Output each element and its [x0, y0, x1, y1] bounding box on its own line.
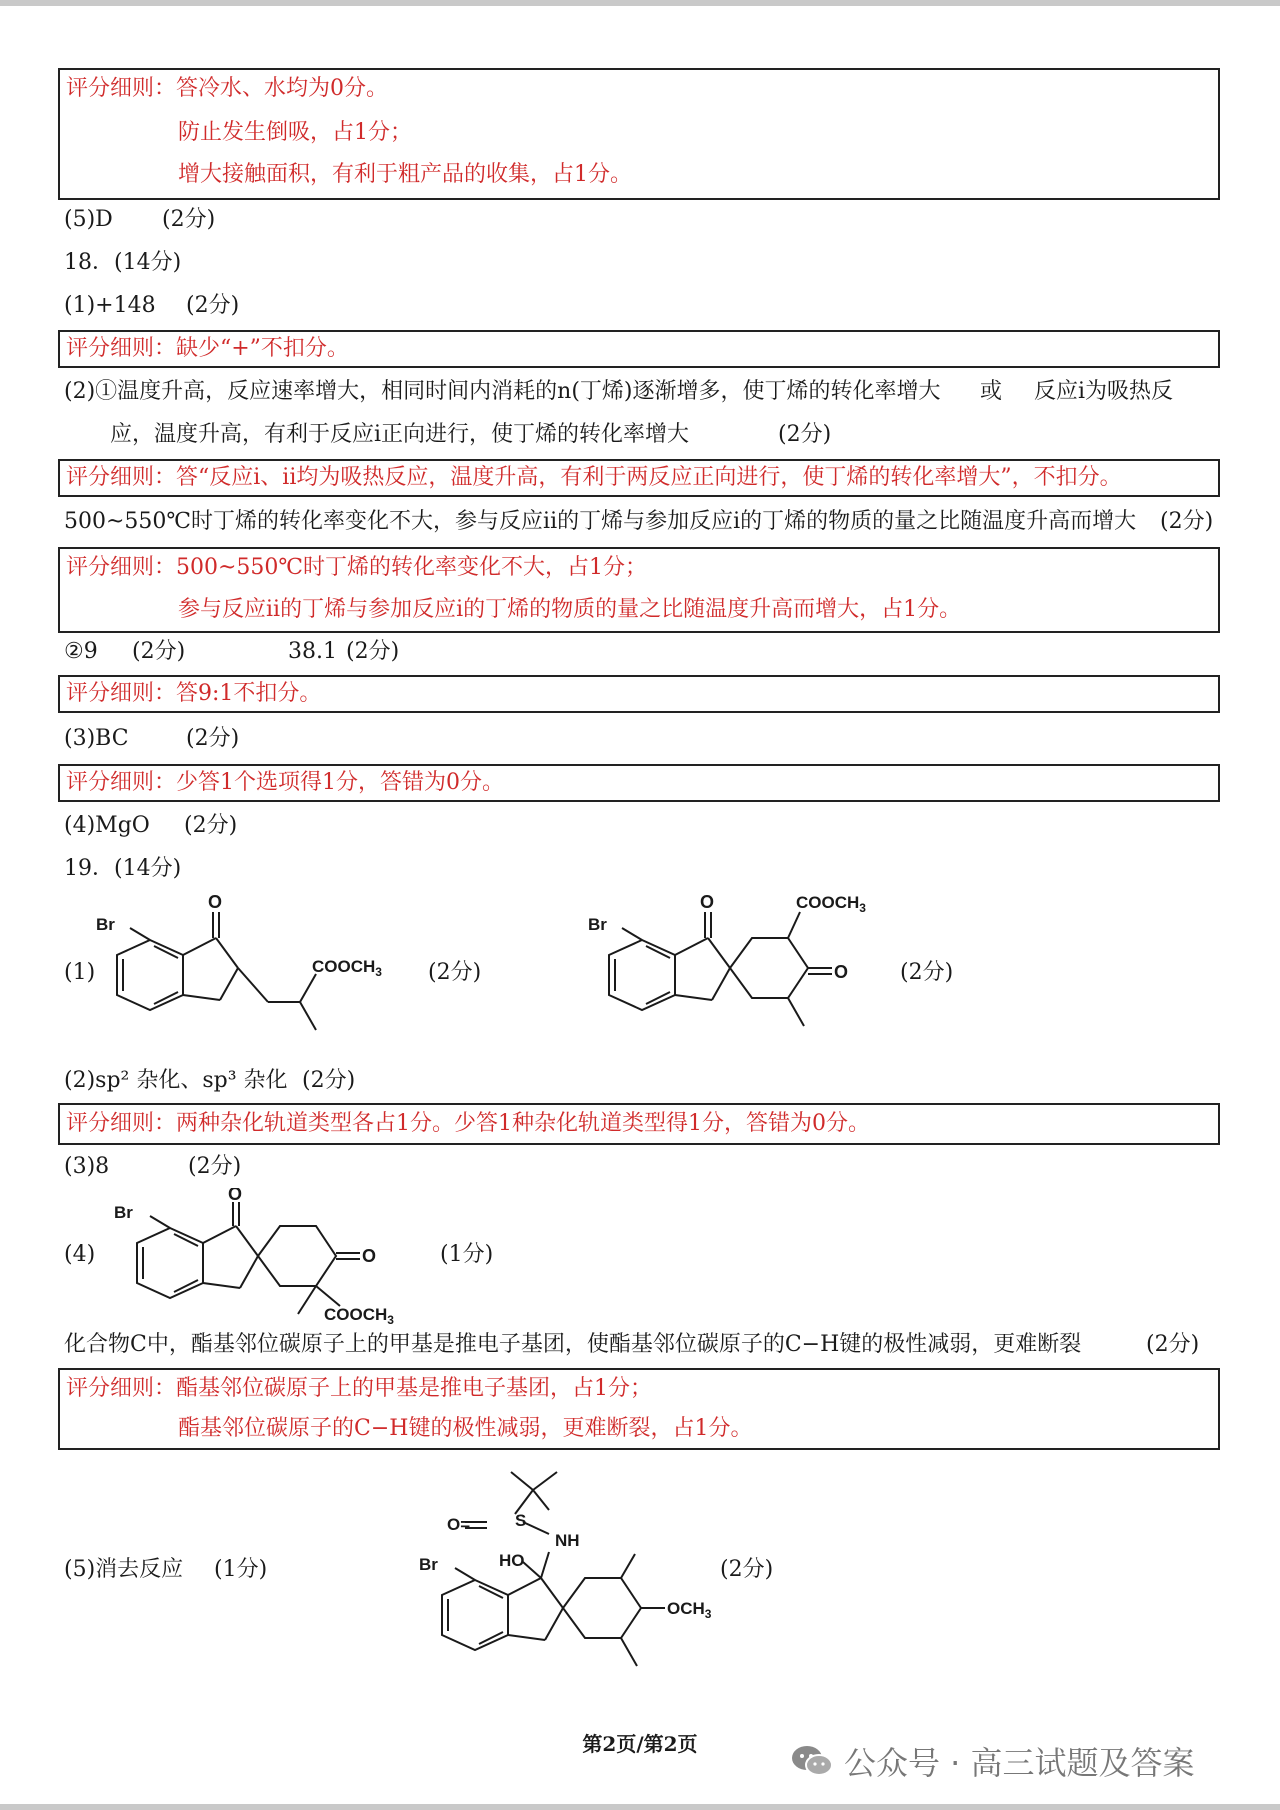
scoring-text: 评分细则：答冷水、水均为0分。 — [66, 76, 388, 101]
question-18-heading: 18．(14分) — [64, 250, 182, 275]
atom-label: Br — [114, 1203, 133, 1222]
watermark — [790, 1738, 1195, 1784]
atom-label: O — [362, 1246, 377, 1266]
atom-label: O — [208, 892, 223, 912]
answer-q19-4-label: (4) — [64, 1242, 96, 1267]
answer-q18-1: (1)+148 — [64, 293, 156, 318]
score-q19-1a: (2分) — [428, 960, 482, 985]
score-q19-4: (1分) — [440, 1242, 494, 1267]
atom-label: O — [228, 1188, 243, 1204]
answer-q18-3: (3)BC — [64, 726, 129, 751]
answer-q18-2-c: 应，温度升高，有利于反应i正向进行，使丁烯的转化率增大 — [110, 422, 690, 447]
atom-label: Br — [588, 915, 607, 934]
answer-q18-2-b: 反应i为吸热反 — [1034, 379, 1174, 404]
answer-q18-4: (4)MgO — [64, 813, 150, 838]
atom-label: O — [834, 962, 849, 982]
scoring-text: 评分细则：两种杂化轨道类型各占1分。少答1种杂化轨道类型得1分，答错为0分。 — [66, 1111, 870, 1136]
answer-q18-2-c2: 38.1 — [288, 639, 337, 664]
scoring-text: 评分细则：缺少“+”不扣分。 — [66, 336, 349, 361]
answer-q19-2: (2)sp² 杂化、sp³ 杂化 — [64, 1068, 288, 1093]
answer-q18-2-c1: ②9 — [64, 639, 98, 664]
answer-q19-1-label: (1) — [64, 960, 96, 985]
structure-q19-1a — [90, 890, 410, 1050]
scoring-box-q19-2 — [58, 1103, 1220, 1145]
score-q19-5a: (1分) — [214, 1557, 268, 1582]
atom-label: O — [700, 892, 715, 912]
score-q19-4-text: (2分) — [1146, 1332, 1200, 1357]
scoring-text: 评分细则：答“反应i、ii均为吸热反应，温度升高，有利于两反应正向进行，使丁烯的转化率增大”，不扣分。 — [66, 465, 1122, 490]
score-q19-1b: (2分) — [900, 960, 954, 985]
atom-label: $COOCH_3$ — [312, 957, 382, 979]
score-q18-2: (2分) — [778, 422, 832, 447]
scoring-text: 参与反应ii的丁烯与参加反应i的丁烯的物质的量之比随温度升高而增大，占1分。 — [178, 597, 962, 622]
structure-q19-4 — [110, 1188, 430, 1328]
atom-label: Br — [419, 1555, 438, 1574]
score-q19-5b: (2分) — [720, 1557, 774, 1582]
score-q18-4: (2分) — [184, 813, 238, 838]
answer-q18-2-a: (2)①温度升高，反应速率增大，相同时间内消耗的n(丁烯)逐渐增多，使丁烯的转化率增大 — [64, 379, 941, 404]
score-q18-1: (2分) — [186, 293, 240, 318]
scoring-text: 评分细则：答9:1不扣分。 — [66, 681, 322, 706]
page-footer: 第2页/第2页 — [582, 1732, 698, 1756]
answer-q19-5: (5)消去反应 — [64, 1557, 184, 1582]
atom-label: O= — [447, 1515, 471, 1534]
score-q19-3: (2分) — [188, 1154, 242, 1179]
scoring-text: 防止发生倒吸，占1分； — [178, 120, 412, 145]
atom-label: NH — [555, 1531, 580, 1550]
structure-q19-5 — [415, 1462, 735, 1682]
atom-label: $OCH_3$ — [667, 1599, 712, 1621]
scoring-text: 评分细则：少答1个选项得1分，答错为0分。 — [66, 770, 504, 795]
answer-q18-2-or: 或 — [980, 379, 1003, 404]
atom-label: $COOCH_3$ — [796, 893, 866, 915]
scoring-box-q17-4 — [58, 68, 1220, 200]
scoring-box-q18-1 — [58, 330, 1220, 368]
atom-label: Br — [96, 915, 115, 934]
scoring-box-q18-3 — [58, 764, 1220, 802]
structure-q19-1b — [582, 890, 902, 1050]
top-edge — [0, 0, 1280, 6]
answer-q18-2-part2: 500~550℃时丁烯的转化率变化不大，参与反应ii的丁烯与参加反应i的丁烯的物质的量之比随温度升高而增大 — [64, 509, 1137, 534]
score-q18-2-c2: (2分) — [346, 639, 400, 664]
score-q19-2: (2分) — [302, 1068, 356, 1093]
scoring-text: 增大接触面积，有利于粗产品的收集，占1分。 — [178, 162, 632, 187]
scoring-text: 评分细则：500~550℃时丁烯的转化率变化不大，占1分； — [66, 555, 648, 580]
answer-q19-4-text: 化合物C中，酯基邻位碳原子上的甲基是推电子基团，使酯基邻位碳原子的C−H键的极性减弱，更难断裂 — [64, 1332, 1082, 1357]
watermark-text: 公众号 · 高三试题及答案 — [844, 1744, 1195, 1782]
scoring-box-q19-4 — [58, 1368, 1220, 1450]
score-q17-5: (2分) — [162, 207, 216, 232]
question-19-heading: 19．(14分) — [64, 856, 182, 881]
answer-q19-3: (3)8 — [64, 1154, 110, 1179]
score-q18-3: (2分) — [186, 726, 240, 751]
score-q18-2-c1: (2分) — [132, 639, 186, 664]
scoring-box-q18-2-c — [58, 675, 1220, 713]
wechat-icon — [790, 1743, 834, 1779]
bottom-edge — [0, 1804, 1280, 1810]
score-q18-2-part2: (2分) — [1160, 509, 1214, 534]
scoring-box-q18-2 — [58, 459, 1220, 497]
atom-label: S — [515, 1511, 527, 1530]
scoring-text: 评分细则：酯基邻位碳原子上的甲基是推电子基团，占1分； — [66, 1376, 652, 1401]
answer-q17-5: (5)D — [64, 207, 113, 232]
scoring-text: 酯基邻位碳原子的C−H键的极性减弱，更难断裂，占1分。 — [178, 1416, 753, 1441]
atom-label: HO — [499, 1551, 525, 1570]
atom-label: $COOCH_3$ — [324, 1305, 394, 1327]
scoring-box-q18-2-part2 — [58, 547, 1220, 633]
